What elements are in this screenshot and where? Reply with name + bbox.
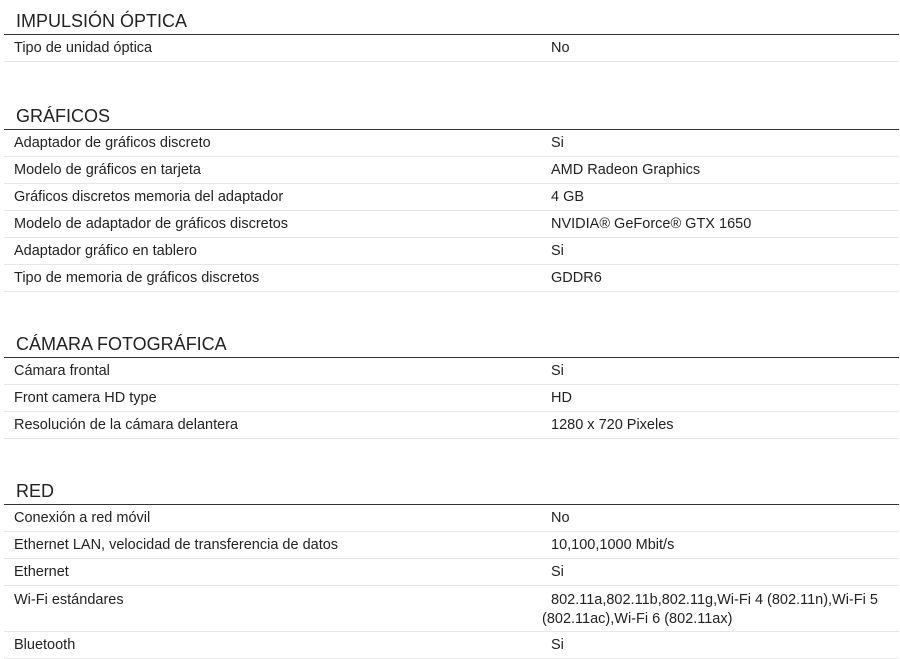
- section-title: IMPULSIÓN ÓPTICA: [4, 0, 899, 35]
- spec-label: Cámara frontal: [14, 363, 110, 379]
- spec-row: [4, 586, 899, 632]
- spec-row: [4, 157, 899, 184]
- section-spacer: [4, 439, 899, 470]
- spec-label: Ethernet: [14, 564, 69, 580]
- spec-value: 802.11a,802.11b,802.11g,Wi-Fi 4 (802.11n),Wi-Fi 5 (802.11ac),Wi-Fi 6 (802.11ax): [542, 592, 878, 627]
- spec-label: Gráficos discretos memoria del adaptador: [14, 189, 284, 205]
- section-network: [4, 470, 899, 659]
- spec-row: [4, 559, 899, 586]
- section-spacer: [4, 292, 899, 323]
- spec-row: [4, 265, 899, 292]
- section-title: RED: [4, 470, 899, 505]
- spec-value: 4 GB: [551, 189, 585, 205]
- spec-sheet: [4, 0, 899, 659]
- spec-row: [4, 412, 899, 439]
- spec-row: [4, 358, 899, 385]
- spec-value: HD: [551, 390, 572, 406]
- section-camera: [4, 323, 899, 439]
- spec-row: [4, 632, 899, 659]
- spec-value: AMD Radeon Graphics: [551, 162, 701, 178]
- spec-label: Ethernet LAN, velocidad de transferencia de datos: [14, 537, 339, 553]
- spec-row: [4, 532, 899, 559]
- spec-value: No: [551, 510, 570, 526]
- spec-row: [4, 505, 899, 532]
- spec-label: Tipo de memoria de gráficos discretos: [14, 270, 260, 286]
- spec-label: Conexión a red móvil: [14, 510, 151, 526]
- spec-label: Wi-Fi estándares: [14, 592, 124, 608]
- spec-value: Si: [551, 363, 564, 379]
- spec-value: Si: [551, 564, 564, 580]
- spec-value: 10,100,1000 Mbit/s: [551, 537, 675, 553]
- spec-value: Si: [551, 637, 564, 653]
- spec-row: [4, 385, 899, 412]
- spec-row: [4, 238, 899, 265]
- spec-label: Modelo de adaptador de gráficos discretos: [14, 216, 289, 232]
- spec-label: Modelo de gráficos en tarjeta: [14, 162, 201, 178]
- spec-label: Front camera HD type: [14, 390, 157, 406]
- spec-row: [4, 130, 899, 157]
- spec-value: Si: [551, 135, 564, 151]
- section-graphics: [4, 95, 899, 292]
- spec-label: Adaptador de gráficos discreto: [14, 135, 211, 151]
- spec-label: Tipo de unidad óptica: [14, 40, 153, 56]
- spec-value: No: [551, 40, 570, 56]
- section-optical-drive: [4, 0, 899, 62]
- spec-row: [4, 184, 899, 211]
- spec-label: Bluetooth: [14, 637, 76, 653]
- spec-value: 1280 x 720 Pixeles: [551, 417, 674, 433]
- spec-value: GDDR6: [551, 270, 602, 286]
- section-title: GRÁFICOS: [4, 95, 899, 130]
- spec-label: Resolución de la cámara delantera: [14, 417, 239, 433]
- spec-row: [4, 35, 899, 62]
- spec-value: Si: [551, 243, 564, 259]
- section-title: CÁMARA FOTOGRÁFICA: [4, 323, 899, 358]
- spec-label: Adaptador gráfico en tablero: [14, 243, 197, 259]
- spec-row: [4, 211, 899, 238]
- spec-value: NVIDIA® GeForce® GTX 1650: [551, 216, 752, 232]
- section-spacer: [4, 62, 899, 95]
